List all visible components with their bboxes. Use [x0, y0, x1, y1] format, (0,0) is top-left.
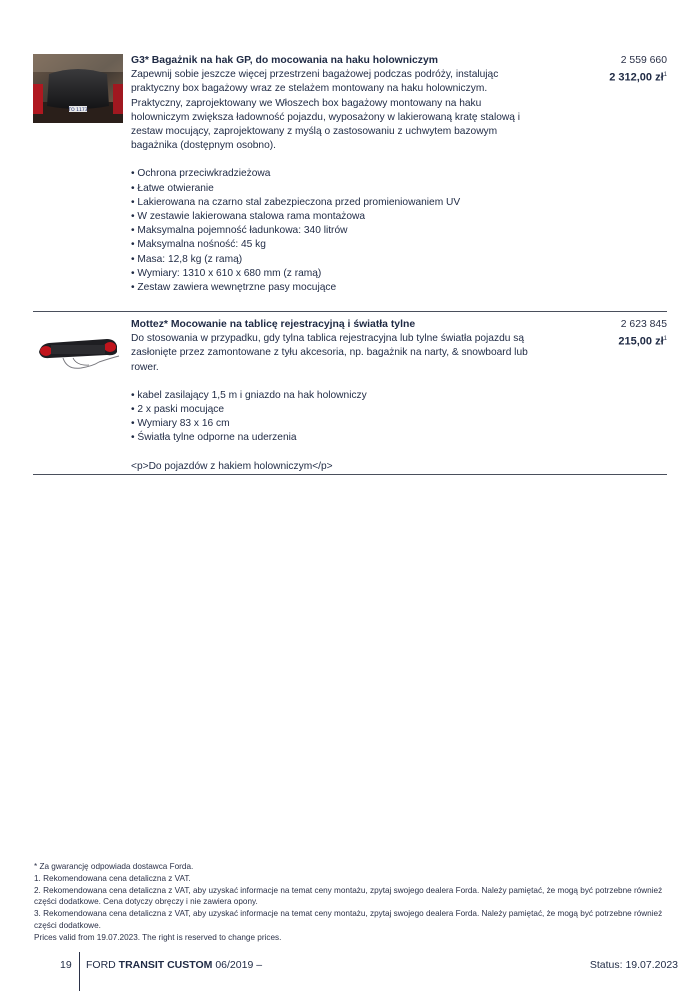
product-image-light-board — [33, 318, 123, 474]
feature-item: • 2 x paski mocujące — [131, 404, 225, 416]
feature-item: • Wymiary: 1310 x 610 x 680 mm (z ramą) — [131, 267, 322, 279]
product-divider — [33, 474, 667, 475]
price-block — [618, 318, 667, 349]
product-text — [131, 318, 541, 474]
footnote: 3. Rekomendowana cena detaliczna z VAT, aby uzyskać informacje na temat ceny montażu, zpytaj swojego dealera Forda. Należy pamiętać, że mogą być potrzebne również części dodatkowe. — [34, 909, 663, 930]
feature-item: • Łatwe otwieranie — [131, 182, 214, 194]
feature-item: • Masa: 12,8 kg (z ramą) — [131, 253, 243, 265]
product-extra-note: <p>Do pojazdów z hakiem holowniczym</p> — [131, 460, 333, 472]
edition: 06/2019 – — [215, 959, 263, 971]
price-footnote-ref: 1 — [663, 72, 667, 79]
product-title: G3* Bagażnik na hak GP, do mocowania na haku holowniczym — [131, 55, 438, 66]
product-mottez-light-board — [33, 318, 667, 474]
footnote: Prices valid from 19.07.2023. The right is reserved to change prices. — [34, 932, 282, 942]
price-value — [618, 332, 667, 349]
plate-text: TO 1173 — [68, 108, 88, 113]
feature-item: • Wymiary 83 x 16 cm — [131, 418, 230, 430]
feature-item: • Zestaw zawiera wewnętrzne pasy mocujące — [131, 282, 337, 294]
feature-item: • Maksymalna pojemność ładunkowa: 340 litrów — [131, 225, 348, 237]
price-footnote-ref: 1 — [663, 336, 667, 343]
status-date: Status: 19.07.2023 — [589, 959, 678, 971]
feature-item: • Ochrona przeciwkradzieżowa — [131, 168, 271, 180]
product-g3-towbar-box — [33, 54, 667, 295]
footnotes — [34, 861, 664, 944]
model-name: TRANSIT CUSTOM — [118, 959, 213, 971]
product-text — [131, 54, 541, 295]
price-block — [609, 54, 667, 85]
product-description: Do stosowania w przypadku, gdy tylna tablica rejestracyjna lub tylne światła pojazdu są zasłonięte przez zamontowane z tyłu akcesoria, np. bagażnik na narty, & snowboard lub rower. — [131, 333, 528, 373]
footnote: * Za gwarancję odpowiada dostawca Forda. — [34, 862, 194, 871]
feature-item: • Maksymalna nośność: 45 kg — [131, 239, 266, 251]
brand-name: FORD — [86, 959, 116, 971]
product-divider — [33, 311, 667, 312]
part-number: 2 623 845 — [620, 319, 667, 330]
footnote: 1. Rekomendowana cena detaliczna z VAT. — [34, 873, 191, 883]
feature-item: • W zestawie lakierowana stalowa rama montażowa — [131, 211, 366, 223]
price-text: 2 312,00 zł — [609, 71, 664, 84]
part-number: 2 559 660 — [620, 55, 667, 66]
feature-list — [131, 167, 541, 295]
price-text: 215,00 zł — [618, 335, 664, 348]
publication-title — [86, 959, 262, 971]
price-value — [609, 68, 667, 85]
product-description: Zapewnij sobie jeszcze więcej przestrzeni bagażowej podczas podróży, instalując praktyczny box bagażowy wraz ze stelażem montowany na haku holowniczym. Praktyczny, zaprojektowany we Włoszech box bagażowy montowany na haku holowniczym zwiększa ładowność pojazdu, wyposażony w lakierowaną kratę stalową i zestaw mocujący, zaprojektowany z myślą o zastosowaniu z uchwytem bazowym bagażnika (dostępnym osobno). — [131, 69, 521, 152]
page-footer — [0, 952, 700, 991]
feature-item: • Lakierowana na czarno stal zabezpieczona przed promieniowaniem UV — [131, 196, 461, 208]
product-title: Mottez* Mocowanie na tablicę rejestracyjną i światła tylne — [131, 319, 416, 330]
feature-item: • Światła tylne odporne na uderzenia — [131, 432, 297, 444]
product-image-towbar-box — [33, 54, 123, 295]
footer-divider — [79, 952, 80, 991]
footnote: 2. Rekomendowana cena detaliczna z VAT, aby uzyskać informacje na temat ceny montażu, zpytaj swojego dealera Forda. Należy pamiętać, że mogą być potrzebne również części dodatkowe. Cena dotyczy obręczy i nie zawiera opony. — [34, 885, 663, 907]
feature-list — [131, 389, 541, 446]
feature-item: • kabel zasilający 1,5 m i gniazdo na hak holowniczy — [131, 389, 367, 401]
page-number: 19 — [60, 959, 72, 971]
